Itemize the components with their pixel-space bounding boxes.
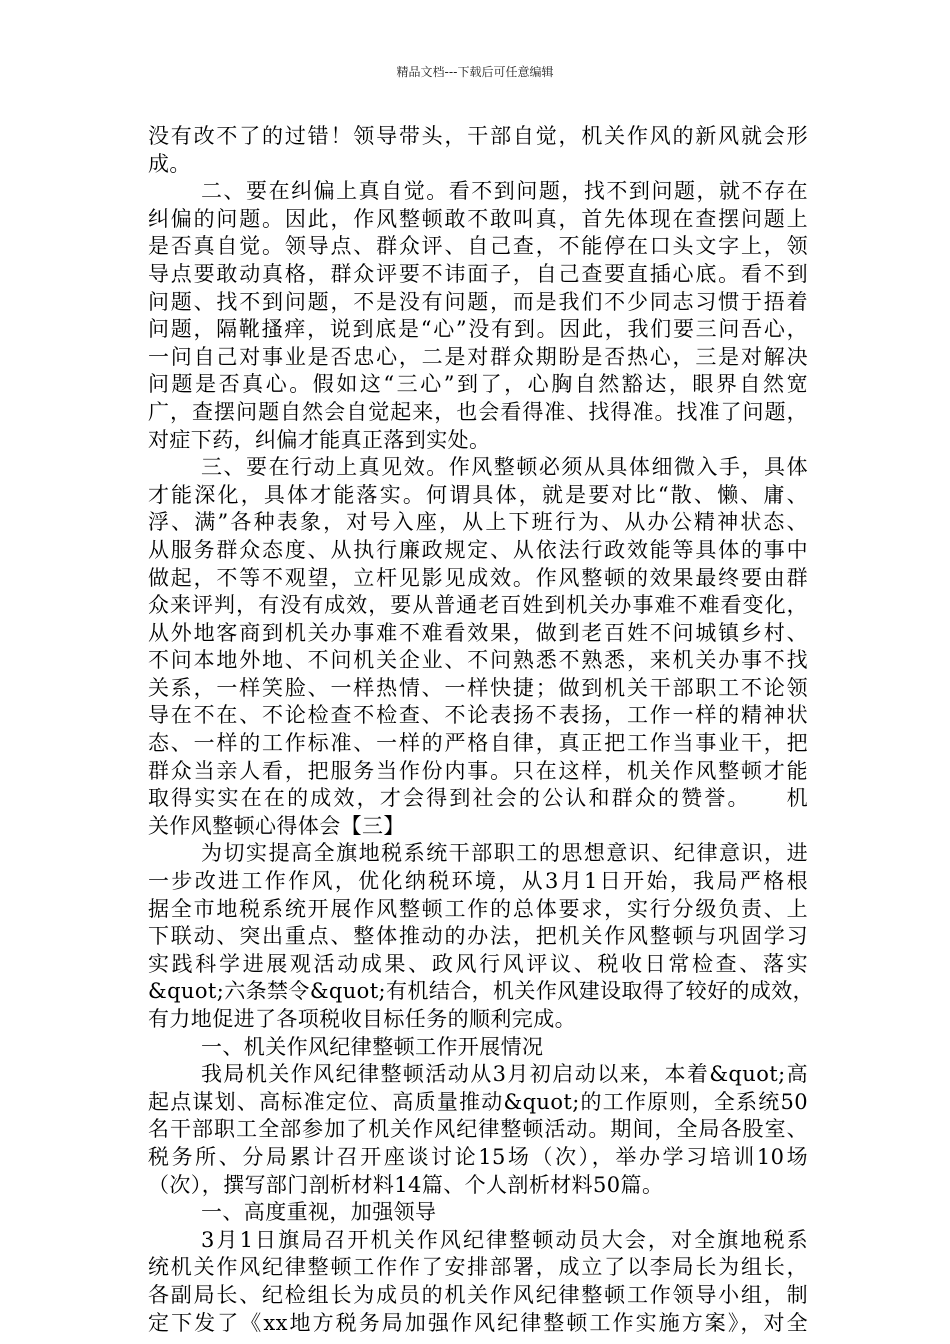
text-line: 各副局长、纪检组长为成员的机关作风纪律整顿工作领导小组，制: [148, 1282, 808, 1307]
text-line: 3月1日旗局召开机关作风纪律整顿动员大会，对全旗地税系: [201, 1227, 808, 1252]
text-line: 一问自己对事业是否忠心，二是对群众期盼是否热心，三是对解决: [148, 344, 808, 369]
text-line: 问题、找不到问题，不是没有问题，而是我们不少同志习惯于捂着: [148, 289, 808, 314]
text-line: 纠偏的问题。因此，作风整顿敢不敢叫真，首先体现在查摆问题上: [148, 206, 808, 231]
text-line: 从外地客商到机关办事难不难看效果，做到老百姓不问城镇乡村、: [148, 620, 808, 645]
section-title: 关作风整顿心得体会【三】: [148, 813, 405, 838]
text-line: 众来评判，有没有成效，要从普通老百姓到机关办事难不难看变化，: [148, 593, 808, 618]
text-line: 群众当亲人看，把服务当作份内事。只在这样，机关作风整顿才能: [148, 758, 808, 783]
document-body: [148, 123, 815, 1337]
text-line: 我局机关作风纪律整顿活动从3月初启动以来，本着&quot;高: [201, 1062, 808, 1087]
text-line: （次），撰写部门剖析材料14篇、个人剖析材料50篇。: [148, 1172, 664, 1197]
text-line: 才能深化，具体才能落实。何谓具体，就是要对比“散、懒、庸、: [148, 482, 808, 507]
text-line: 据全市地税系统开展作风整顿工作的总体要求，实行分级负责、上: [148, 896, 808, 921]
text-line: 关系，一样笑脸、一样热情、一样快捷；做到机关干部职工不论领: [148, 675, 808, 700]
text-line: 统机关作风纪律整顿工作作了安排部署，成立了以李局长为组长，: [148, 1255, 808, 1280]
text-line: 为切实提高全旗地税系统干部职工的思想意识、纪律意识，进: [201, 841, 808, 866]
text-line: 没有改不了的过错！领导带头，干部自觉，机关作风的新风就会形: [148, 124, 808, 148]
text-line: 态、一样的工作标准、一样的严格自律，真正把工作当事业干，把: [148, 731, 808, 756]
text-line: 下联动、突出重点、整体推动的办法，把机关作风整顿与巩固学习: [148, 924, 808, 949]
text-line: 对症下药，纠偏才能真正落到实处。: [148, 427, 491, 452]
text-line: 导在不在、不论检查不检查、不论表扬不表扬，工作一样的精神状: [148, 703, 808, 728]
text-line: 做起，不等不观望，立杆见影见成效。作风整顿的效果最终要由群: [148, 565, 808, 590]
subheading: 一、机关作风纪律整顿工作开展情况: [201, 1034, 544, 1059]
text-line: 二、要在纠偏上真自觉。看不到问题，找不到问题，就不存在: [201, 179, 808, 204]
text-line: 从服务群众态度、从执行廉政规定、从依法行政效能等具体的事中: [148, 537, 808, 562]
text-line: 名干部职工全部参加了机关作风纪律整顿活动。期间，全局各股室、: [148, 1117, 808, 1142]
text-line: 导点要敢动真格，群众评要不讳面子，自己查要直插心底。看不到: [148, 261, 808, 286]
text-line: 三、要在行动上真见效。作风整顿必须从具体细微入手，具体: [201, 455, 808, 480]
text-line: 起点谋划、高标准定位、高质量推动&quot;的工作原则，全系统50: [148, 1089, 808, 1114]
text-line: &quot;六条禁令&quot;有机结合，机关作风建设取得了较好的成效，: [148, 979, 815, 1004]
text-line: 实践科学进展观活动成果、政风行风评议、税收日常检查、落实: [148, 951, 808, 976]
page-header: 精品文档---下载后可任意编辑: [396, 65, 554, 79]
text-line: 广，查摆问题自然会自觉起来，也会看得准、找得准。找准了问题，: [148, 399, 808, 424]
text-line: 不问本地外地、不问机关企业、不问熟悉不熟悉，来机关办事不找: [148, 648, 808, 673]
text-line: 问题，隔靴搔痒，说到底是“心”没有到。因此，我们要三问吾心，: [148, 317, 808, 342]
text-line: 取得实实在在的成效，才会得到社会的公认和群众的赞誉。 机: [148, 786, 808, 811]
text-line: 是否真自觉。领导点、群众评、自己查，不能停在口头文字上，领: [148, 234, 808, 259]
text-line: 一步改进工作作风，优化纳税环境，从3月1日开始，我局严格根: [148, 869, 808, 894]
text-line: 成。: [148, 151, 191, 176]
text-line: 税务所、分局累计召开座谈讨论15场（次），举办学习培训10场: [148, 1144, 808, 1169]
text-line: 有力地促进了各项税收目标任务的顺利完成。: [148, 1007, 576, 1031]
text-line: 定下发了《xx地方税务局加强作风纪律整顿工作实施方案》，对全: [148, 1310, 808, 1335]
text-line: 浮、满”各种表象，对号入座，从上下班行为、从办公精神状态、: [148, 510, 808, 535]
subheading: 一、高度重视，加强领导: [201, 1200, 437, 1225]
text-line: 问题是否真心。假如这“三心”到了，心胸自然豁达，眼界自然宽: [148, 372, 808, 397]
